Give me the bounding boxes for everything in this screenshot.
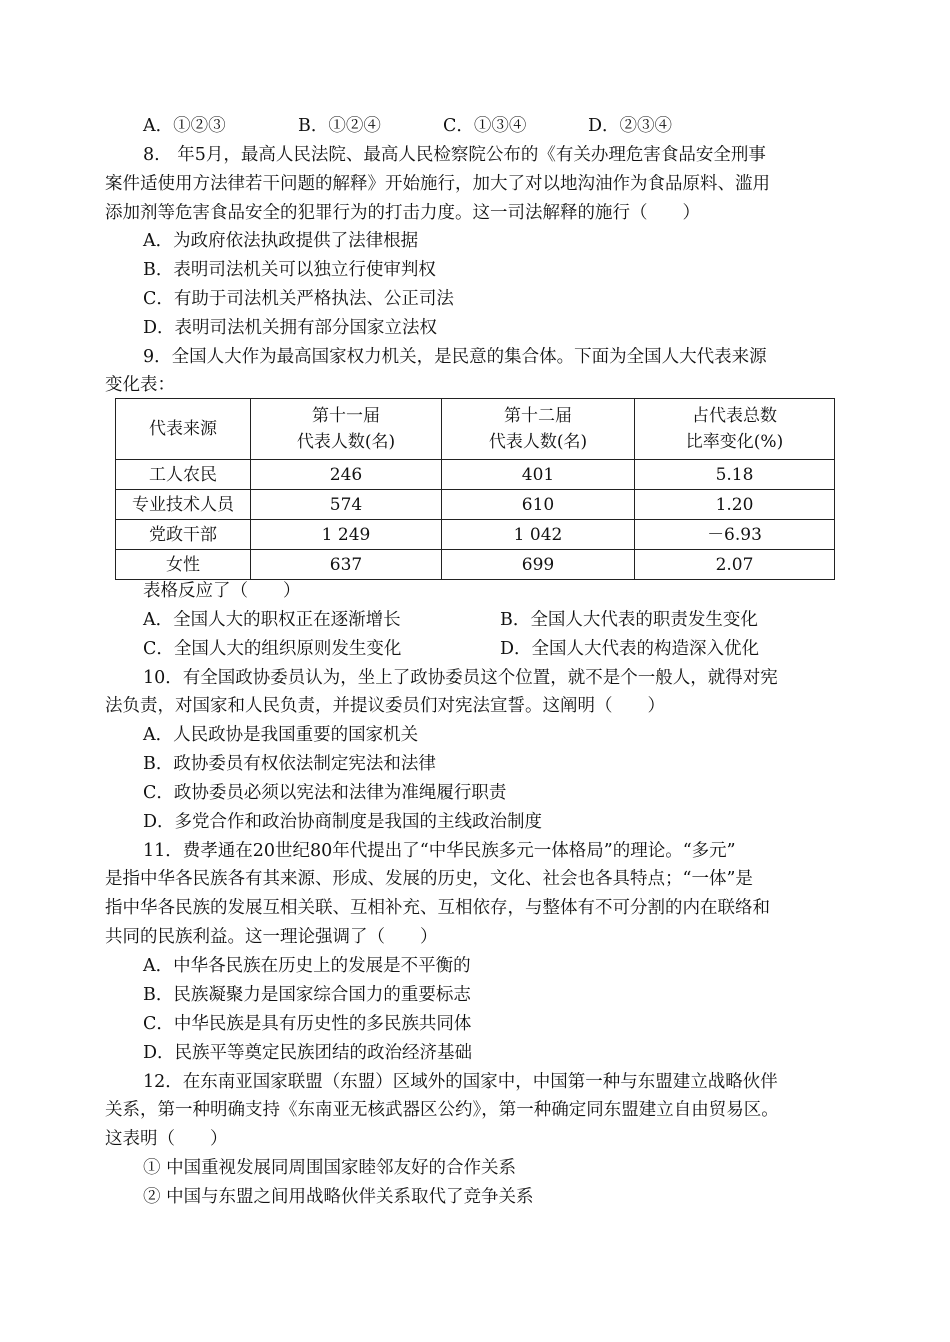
table-row xyxy=(116,550,835,580)
q8-option-d[interactable]: D．表明司法机关拥有部分国家立法权 xyxy=(143,318,438,338)
q12-stem-line-3: 这表明（ ） xyxy=(105,1129,228,1149)
table-header-row xyxy=(116,399,835,460)
table-header-cell: 代表来源 xyxy=(116,399,251,460)
q8-option-c[interactable]: C．有助于司法机关严格执法、公正司法 xyxy=(143,289,454,309)
table-cell: 女性 xyxy=(116,550,251,580)
q12-stem-line-2: 关系，第一种明确支持《东南亚无核武器区公约》，第一种确定同东盟建立自由贸易区。 xyxy=(105,1100,779,1120)
q9-option-a[interactable]: A．全国人大的职权正在逐渐增长 xyxy=(143,610,401,630)
q12-item-1[interactable]: ① 中国重视发展同周围国家睦邻友好的合作关系 xyxy=(143,1158,517,1178)
q10-option-b[interactable]: B．政协委员有权依法制定宪法和法律 xyxy=(143,754,436,774)
table-cell: 637 xyxy=(251,550,442,580)
q7-option-d[interactable]: D．②③④ xyxy=(588,116,673,136)
q11-option-d[interactable]: D．民族平等奠定民族团结的政治经济基础 xyxy=(143,1043,473,1063)
q8-stem-line-3: 添加剂等危害食品安全的犯罪行为的打击力度。这一司法解释的施行（ ） xyxy=(105,203,700,223)
q9-stem-line-1: 9．全国人大作为最高国家权力机关，是民意的集合体。下面为全国人大代表来源 xyxy=(143,347,767,367)
table-cell: 5.18 xyxy=(635,460,835,490)
table-cell: 1 249 xyxy=(251,520,442,550)
table-header-cell: 第十一届 代表人数(名) xyxy=(251,399,442,460)
table-header-cell: 第十二届 代表人数(名) xyxy=(442,399,635,460)
table-cell: 1.20 xyxy=(635,490,835,520)
q9-stem-line-2: 变化表： xyxy=(105,375,175,395)
table-cell: 574 xyxy=(251,490,442,520)
q11-stem-line-3: 指中华各民族的发展互相关联、互相补充、互相依存，与整体有不可分割的内在联络和 xyxy=(105,898,770,918)
table-cell: 610 xyxy=(442,490,635,520)
q10-option-c[interactable]: C．政协委员必须以宪法和法律为准绳履行职责 xyxy=(143,783,507,803)
table-cell: 2.07 xyxy=(635,550,835,580)
q11-stem-line-1: 11．费孝通在20世纪80年代提出了“中华民族多元一体格局”的理论。“多元” xyxy=(143,841,736,861)
q12-item-2[interactable]: ② 中国与东盟之间用战略伙伴关系取代了竞争关系 xyxy=(143,1187,534,1207)
q9-option-c[interactable]: C．全国人大的组织原则发生变化 xyxy=(143,639,402,659)
q9-after-table: 表格反应了（ ） xyxy=(143,581,301,601)
table-row xyxy=(116,490,835,520)
q8-stem-line-1: 8. 年5月，最高人民法院、最高人民检察院公布的《有关办理危害食品安全刑事 xyxy=(143,145,766,165)
table-row xyxy=(116,520,835,550)
q11-option-b[interactable]: B．民族凝聚力是国家综合国力的重要标志 xyxy=(143,985,471,1005)
table-cell: 1 042 xyxy=(442,520,635,550)
q11-option-c[interactable]: C．中华民族是具有历史性的多民族共同体 xyxy=(143,1014,472,1034)
q10-option-a[interactable]: A．人民政协是我国重要的国家机关 xyxy=(143,725,419,745)
table-cell: 党政干部 xyxy=(116,520,251,550)
q11-option-a[interactable]: A．中华各民族在历史上的发展是不平衡的 xyxy=(143,956,471,976)
q11-stem-line-4: 共同的民族利益。这一理论强调了（ ） xyxy=(105,927,438,947)
table-cell: 专业技术人员 xyxy=(116,490,251,520)
table-cell: 工人农民 xyxy=(116,460,251,490)
representative-source-table xyxy=(115,398,835,580)
table-cell: －6.93 xyxy=(635,520,835,550)
q7-option-c[interactable]: C．①③④ xyxy=(443,116,527,136)
table-row xyxy=(116,460,835,490)
q7-option-b[interactable]: B．①②④ xyxy=(298,116,381,136)
table-header-cell: 占代表总数 比率变化(%) xyxy=(635,399,835,460)
q9-option-d[interactable]: D．全国人大代表的构造深入优化 xyxy=(500,639,760,659)
table-cell: 246 xyxy=(251,460,442,490)
table-cell: 401 xyxy=(442,460,635,490)
q8-option-b[interactable]: B．表明司法机关可以独立行使审判权 xyxy=(143,260,436,280)
table-cell: 699 xyxy=(442,550,635,580)
q8-stem-line-2: 案件适使用方法律若干问题的解释》开始施行，加大了对以地沟油作为食品原料、滥用 xyxy=(105,174,770,194)
q12-stem-line-1: 12．在东南亚国家联盟（东盟）区域外的国家中，中国第一种与东盟建立战略伙伴 xyxy=(143,1072,778,1092)
q8-option-a[interactable]: A．为政府依法执政提供了法律根据 xyxy=(143,231,419,251)
q7-option-a[interactable]: A．①②③ xyxy=(143,116,226,136)
q10-stem-line-1: 10．有全国政协委员认为，坐上了政协委员这个位置，就不是个一般人，就得对宪 xyxy=(143,668,778,688)
q9-option-b[interactable]: B．全国人大代表的职责发生变化 xyxy=(500,610,758,630)
q10-stem-line-2: 法负责，对国家和人民负责，并提议委员们对宪法宣誓。这阐明（ ） xyxy=(105,696,665,716)
q11-stem-line-2: 是指中华各民族各有其来源、形成、发展的历史，文化、社会也各具特点；“一体”是 xyxy=(105,869,753,889)
q10-option-d[interactable]: D．多党合作和政治协商制度是我国的主线政治制度 xyxy=(143,812,543,832)
